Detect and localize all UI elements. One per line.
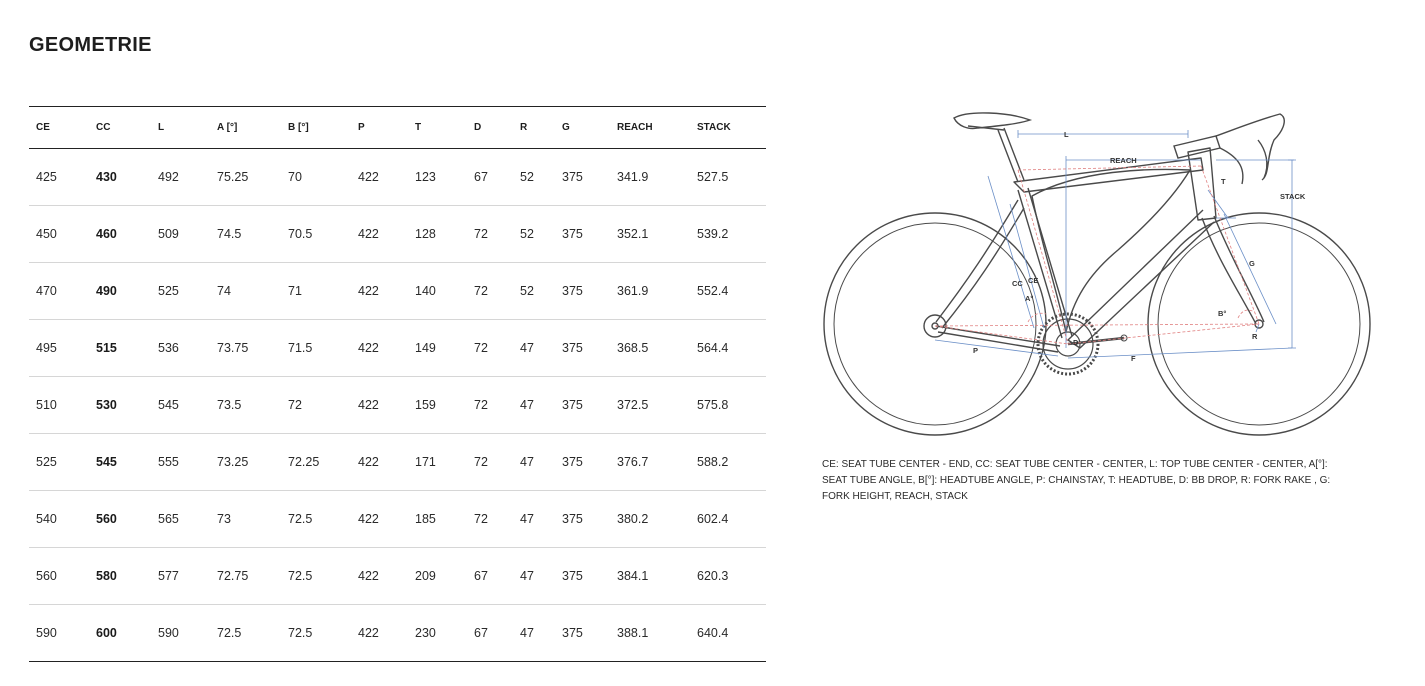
table-cell: 422 (351, 263, 408, 320)
table-row (29, 206, 766, 263)
table-cell: 73.25 (210, 434, 281, 491)
table-cell: 368.5 (610, 320, 690, 377)
rear-wheel (824, 213, 1046, 435)
table-cell: 72 (467, 320, 513, 377)
table-cell: 67 (467, 605, 513, 662)
column-header-t: T (408, 107, 467, 149)
table-cell: 230 (408, 605, 467, 662)
table-cell: 460 (89, 206, 151, 263)
table-cell: 552.4 (690, 263, 766, 320)
table-cell: 375 (555, 377, 610, 434)
table-cell: 422 (351, 548, 408, 605)
table-cell: 422 (351, 149, 408, 206)
table-cell: 71 (281, 263, 351, 320)
column-header-b: B [°] (281, 107, 351, 149)
column-header-p: P (351, 107, 408, 149)
table-cell: 73 (210, 491, 281, 548)
column-header-ce: CE (29, 107, 89, 149)
table-cell: 510 (29, 377, 89, 434)
table-cell: 539.2 (690, 206, 766, 263)
table-cell: 380.2 (610, 491, 690, 548)
column-header-stack: STACK (690, 107, 766, 149)
table-cell: 590 (151, 605, 210, 662)
table-cell: 52 (513, 149, 555, 206)
column-header-g: G (555, 107, 610, 149)
table-cell: 72 (467, 377, 513, 434)
table-cell: 577 (151, 548, 210, 605)
table-cell: 565 (151, 491, 210, 548)
table-cell: 47 (513, 605, 555, 662)
table-cell: 171 (408, 434, 467, 491)
table-cell: 375 (555, 434, 610, 491)
table-cell: 602.4 (690, 491, 766, 548)
table-row (29, 548, 766, 605)
table-cell: 361.9 (610, 263, 690, 320)
table-cell: 72 (467, 206, 513, 263)
table-cell: 67 (467, 149, 513, 206)
table-row (29, 377, 766, 434)
table-cell: 492 (151, 149, 210, 206)
bike-frame (924, 128, 1264, 352)
table-cell: 159 (408, 377, 467, 434)
label-cc: CC (1012, 279, 1023, 288)
table-cell: 422 (351, 320, 408, 377)
table-cell: 341.9 (610, 149, 690, 206)
table-cell: 73.5 (210, 377, 281, 434)
label-a: A° (1025, 294, 1034, 303)
table-cell: 575.8 (690, 377, 766, 434)
table-cell: 73.75 (210, 320, 281, 377)
table-cell: 560 (29, 548, 89, 605)
table-cell: 185 (408, 491, 467, 548)
table-cell: 72.5 (281, 548, 351, 605)
table-cell: 128 (408, 206, 467, 263)
table-cell: 515 (89, 320, 151, 377)
table-cell: 375 (555, 149, 610, 206)
table-cell: 536 (151, 320, 210, 377)
table-cell: 375 (555, 491, 610, 548)
label-ce: CE (1028, 276, 1039, 285)
table-cell: 71.5 (281, 320, 351, 377)
page-title: GEOMETRIE (29, 34, 152, 56)
table-cell: 422 (351, 377, 408, 434)
table-cell: 67 (467, 548, 513, 605)
table-cell: 620.3 (690, 548, 766, 605)
table-cell: 149 (408, 320, 467, 377)
table-cell: 525 (29, 434, 89, 491)
column-header-a: A [°] (210, 107, 281, 149)
table-cell: 376.7 (610, 434, 690, 491)
table-cell: 74.5 (210, 206, 281, 263)
table-cell: 590 (29, 605, 89, 662)
table-cell: 555 (151, 434, 210, 491)
geometry-table-body (29, 149, 766, 662)
table-cell: 509 (151, 206, 210, 263)
table-cell: 123 (408, 149, 467, 206)
table-cell: 375 (555, 548, 610, 605)
table-cell: 640.4 (690, 605, 766, 662)
table-row (29, 434, 766, 491)
label-reach: REACH (1110, 156, 1137, 165)
geometry-table (29, 106, 766, 662)
table-cell: 545 (151, 377, 210, 434)
table-cell: 540 (29, 491, 89, 548)
table-cell: 375 (555, 320, 610, 377)
table-cell: 564.4 (690, 320, 766, 377)
table-cell: 72.25 (281, 434, 351, 491)
label-t: T (1221, 177, 1226, 186)
table-cell: 375 (555, 206, 610, 263)
label-f: F (1131, 354, 1136, 363)
table-cell: 588.2 (690, 434, 766, 491)
label-r: R (1252, 332, 1258, 341)
table-cell: 530 (89, 377, 151, 434)
table-header-row (29, 107, 766, 149)
label-l: L (1064, 130, 1069, 139)
table-row (29, 263, 766, 320)
table-cell: 430 (89, 149, 151, 206)
table-cell: 75.25 (210, 149, 281, 206)
table-cell: 425 (29, 149, 89, 206)
label-b: B° (1218, 309, 1227, 318)
label-g: G (1249, 259, 1255, 268)
table-cell: 52 (513, 206, 555, 263)
table-cell: 527.5 (690, 149, 766, 206)
column-header-cc: CC (89, 107, 151, 149)
table-row (29, 320, 766, 377)
table-row (29, 491, 766, 548)
table-cell: 52 (513, 263, 555, 320)
table-cell: 70.5 (281, 206, 351, 263)
table-cell: 525 (151, 263, 210, 320)
table-cell: 72 (281, 377, 351, 434)
table-cell: 372.5 (610, 377, 690, 434)
table-cell: 545 (89, 434, 151, 491)
table-cell: 47 (513, 377, 555, 434)
table-cell: 72 (467, 491, 513, 548)
table-cell: 74 (210, 263, 281, 320)
column-header-d: D (467, 107, 513, 149)
table-cell: 47 (513, 548, 555, 605)
bike-geometry-diagram (818, 100, 1378, 445)
table-cell: 422 (351, 605, 408, 662)
table-cell: 47 (513, 491, 555, 548)
table-cell: 72 (467, 434, 513, 491)
table-cell: 560 (89, 491, 151, 548)
table-cell: 600 (89, 605, 151, 662)
label-d: D (1073, 338, 1079, 347)
table-cell: 72.5 (281, 605, 351, 662)
label-stack: STACK (1280, 192, 1306, 201)
table-cell: 450 (29, 206, 89, 263)
table-cell: 72 (467, 263, 513, 320)
table-cell: 352.1 (610, 206, 690, 263)
table-cell: 140 (408, 263, 467, 320)
geometry-legend: CE: SEAT TUBE CENTER - END, CC: SEAT TUBE CENTER - CENTER, L: TOP TUBE CENTER - CENTER, A[°]: SEAT TUBE ANGLE, B[°]: HEADTUBE ANGLE, P: CHAINSTAY, T: HEADTUBE, D: BB DROP, R: FORK RAKE , G: FORK HEIGHT, REACH, STACK (822, 459, 1331, 502)
table-cell: 47 (513, 320, 555, 377)
column-header-l: L (151, 107, 210, 149)
table-cell: 72.5 (210, 605, 281, 662)
table-cell: 490 (89, 263, 151, 320)
table-cell: 47 (513, 434, 555, 491)
table-cell: 72.75 (210, 548, 281, 605)
table-cell: 495 (29, 320, 89, 377)
table-row (29, 149, 766, 206)
table-cell: 70 (281, 149, 351, 206)
table-cell: 422 (351, 434, 408, 491)
column-header-reach: REACH (610, 107, 690, 149)
table-cell: 209 (408, 548, 467, 605)
label-p: P (973, 346, 979, 355)
table-cell: 388.1 (610, 605, 690, 662)
table-cell: 72.5 (281, 491, 351, 548)
saddle (954, 113, 1030, 130)
column-header-r: R (513, 107, 555, 149)
table-cell: 384.1 (610, 548, 690, 605)
table-cell: 422 (351, 491, 408, 548)
table-row (29, 605, 766, 662)
table-cell: 422 (351, 206, 408, 263)
table-cell: 375 (555, 263, 610, 320)
table-cell: 580 (89, 548, 151, 605)
table-cell: 375 (555, 605, 610, 662)
table-cell: 470 (29, 263, 89, 320)
